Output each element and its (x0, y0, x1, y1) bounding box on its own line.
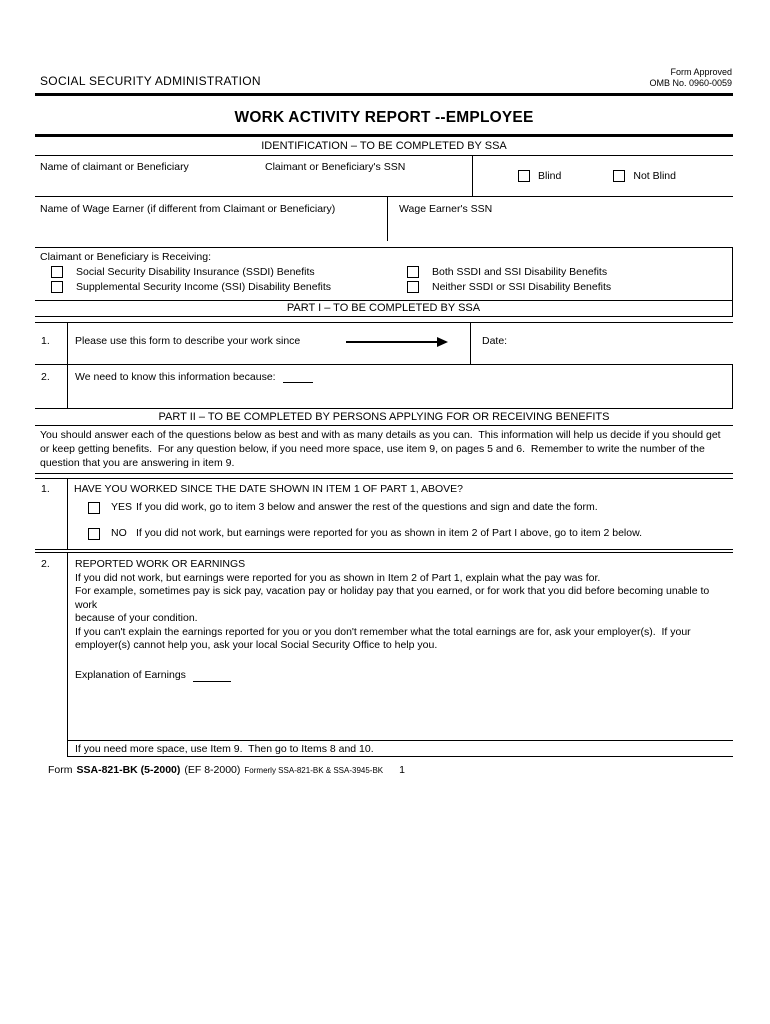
agency-name: SOCIAL SECURITY ADMINISTRATION (40, 74, 261, 88)
yes-option-row (88, 501, 733, 514)
part2-intro-paragraph (35, 426, 733, 474)
explanation-label: Explanation of Earnings (75, 668, 186, 681)
form-header (35, 67, 733, 88)
both-ssdi-ssi-option (407, 265, 732, 279)
yes-checkbox[interactable] (88, 502, 100, 514)
because-blank-field[interactable] (283, 371, 313, 383)
ssi-label: Supplemental Security Income (SSI) Disability Benefits (76, 281, 332, 293)
claimant-identification-row (35, 156, 733, 197)
part1-item2-row (35, 365, 733, 409)
ssdi-label: Social Security Disability Insurance (SSDI) Benefits (76, 266, 315, 278)
question2-main (68, 553, 733, 740)
ssi-option (51, 280, 407, 294)
receiving-options-grid (40, 265, 732, 294)
no-label: NO (111, 527, 127, 539)
no-instruction: If you did not work, but earnings were reported for you as shown in item 2 of Part I above, go to item 2 below. (136, 527, 643, 539)
both-ssdi-ssi-label: Both SSDI and SSI Disability Benefits (432, 266, 608, 278)
omb-approval-block (649, 67, 733, 88)
neither-option (407, 280, 732, 294)
yes-label: YES (111, 501, 133, 513)
blind-option (518, 170, 561, 182)
yes-instruction: If you did work, go to item 3 below and answer the rest of the questions and sign and date the form. (136, 501, 598, 513)
benefits-receiving-box (35, 247, 733, 317)
question1-heading: HAVE YOU WORKED SINCE THE DATE SHOWN IN ITEM 1 OF PART 1, ABOVE? (74, 483, 463, 495)
part2-band: PART II – TO BE COMPLETED BY PERSONS APPLYING FOR OR RECEIVING BENEFITS (35, 409, 733, 426)
form-approved-text: Form Approved (670, 67, 732, 77)
question2-box (35, 552, 733, 757)
footer-form-word: Form (48, 764, 73, 776)
neither-label: Neither SSDI or SSI Disability Benefits (432, 281, 612, 293)
intro-line: question that you are answering in item 9. (40, 457, 235, 469)
date-label: Date: (482, 335, 508, 347)
neither-checkbox[interactable] (407, 281, 419, 293)
question2-paragraph2 (75, 585, 733, 626)
part1-item2-text: We need to know this information because: (75, 371, 276, 383)
blind-status-cell (472, 156, 733, 196)
right-arrow-icon (346, 341, 446, 343)
intro-line: or keep getting benefits. For any question below, if you need more space, use item 9, on pages 5 and 6. Remember to write the number of the (40, 443, 705, 455)
question1-content (68, 479, 733, 549)
question2-number: 2. (35, 553, 68, 757)
part1-band: PART I – TO BE COMPLETED BY SSA (286, 302, 481, 314)
explanation-blank-field[interactable] (193, 670, 231, 682)
ssdi-checkbox[interactable] (51, 266, 63, 278)
omb-number: OMB No. 0960-0059 (649, 77, 732, 88)
no-checkbox[interactable] (88, 528, 100, 540)
question1-box (35, 478, 733, 550)
question1-number: 1. (35, 479, 68, 549)
footer-ef-edition: (EF 8-2000) (184, 764, 241, 776)
question2-content (68, 553, 733, 757)
part1-item1-cell (68, 323, 471, 364)
question2-paragraph3 (75, 626, 733, 653)
benefits-receiving-section (35, 248, 732, 301)
ssdi-option (51, 265, 407, 279)
part1-item1-text: Please use this form to describe your work since (75, 335, 301, 347)
paragraph-line: because of your condition. (75, 612, 198, 624)
paragraph-line: employer(s) cannot help you, ask your local Social Security Office to help you. (75, 639, 438, 651)
no-option-row (88, 527, 733, 540)
blind-label: Blind (538, 170, 562, 182)
question2-heading: REPORTED WORK OR EARNINGS (75, 558, 246, 570)
ssi-checkbox[interactable] (51, 281, 63, 293)
form-title: WORK ACTIVITY REPORT --EMPLOYEE (234, 109, 534, 126)
more-space-note: If you need more space, use Item 9. Then go to Items 8 and 10. (68, 740, 733, 757)
form-content (35, 0, 733, 776)
claimant-ssn-label: Claimant or Beneficiary's SSN (265, 161, 406, 173)
intro-line: You should answer each of the questions below as best and with as many details as you can. This information will help us decide if you should get (40, 429, 721, 441)
part1-date-cell[interactable] (471, 323, 733, 364)
form-footer (35, 764, 733, 776)
identification-band: IDENTIFICATION – TO BE COMPLETED BY SSA (35, 137, 733, 156)
blind-checkbox[interactable] (518, 170, 530, 182)
question2-paragraph1: If you did not work, but earnings were reported for you as shown in Item 2 of Part 1, explain what the pay was for. (75, 571, 601, 584)
part1-item1-row (35, 322, 733, 365)
explanation-of-earnings-row (75, 669, 733, 683)
part1-item2-number: 2. (35, 365, 68, 408)
claimant-name-ssn-cell[interactable] (35, 156, 472, 196)
not-blind-label: Not Blind (633, 170, 676, 182)
footer-page-number: 1 (399, 764, 405, 776)
wage-earner-row (35, 197, 733, 241)
not-blind-option (613, 170, 676, 182)
not-blind-checkbox[interactable] (613, 170, 625, 182)
header-rule (35, 93, 733, 96)
part1-item1-number: 1. (35, 323, 68, 364)
wage-earner-name-cell[interactable]: Name of Wage Earner (if different from Claimant or Beneficiary) (40, 203, 336, 215)
receiving-label: Claimant or Beneficiary is Receiving: (40, 251, 211, 263)
claimant-name-label: Name of claimant or Beneficiary (40, 161, 189, 173)
footer-formerly-note: Formerly SSA-821-BK & SSA-3945-BK (244, 766, 384, 775)
both-ssdi-ssi-checkbox[interactable] (407, 266, 419, 278)
wage-earner-ssn-cell[interactable]: Wage Earner's SSN (387, 197, 733, 241)
paragraph-line: For example, sometimes pay is sick pay, vacation pay or holiday pay that you earned, or for work that you did before becoming unable to work (75, 585, 713, 611)
paragraph-line: If you can't explain the earnings reported for you or you don't remember what the total earnings are for, ask your employer(s). If your (75, 625, 691, 638)
part1-item2-cell[interactable] (68, 365, 732, 408)
footer-form-number: SSA-821-BK (5-2000) (76, 764, 181, 776)
